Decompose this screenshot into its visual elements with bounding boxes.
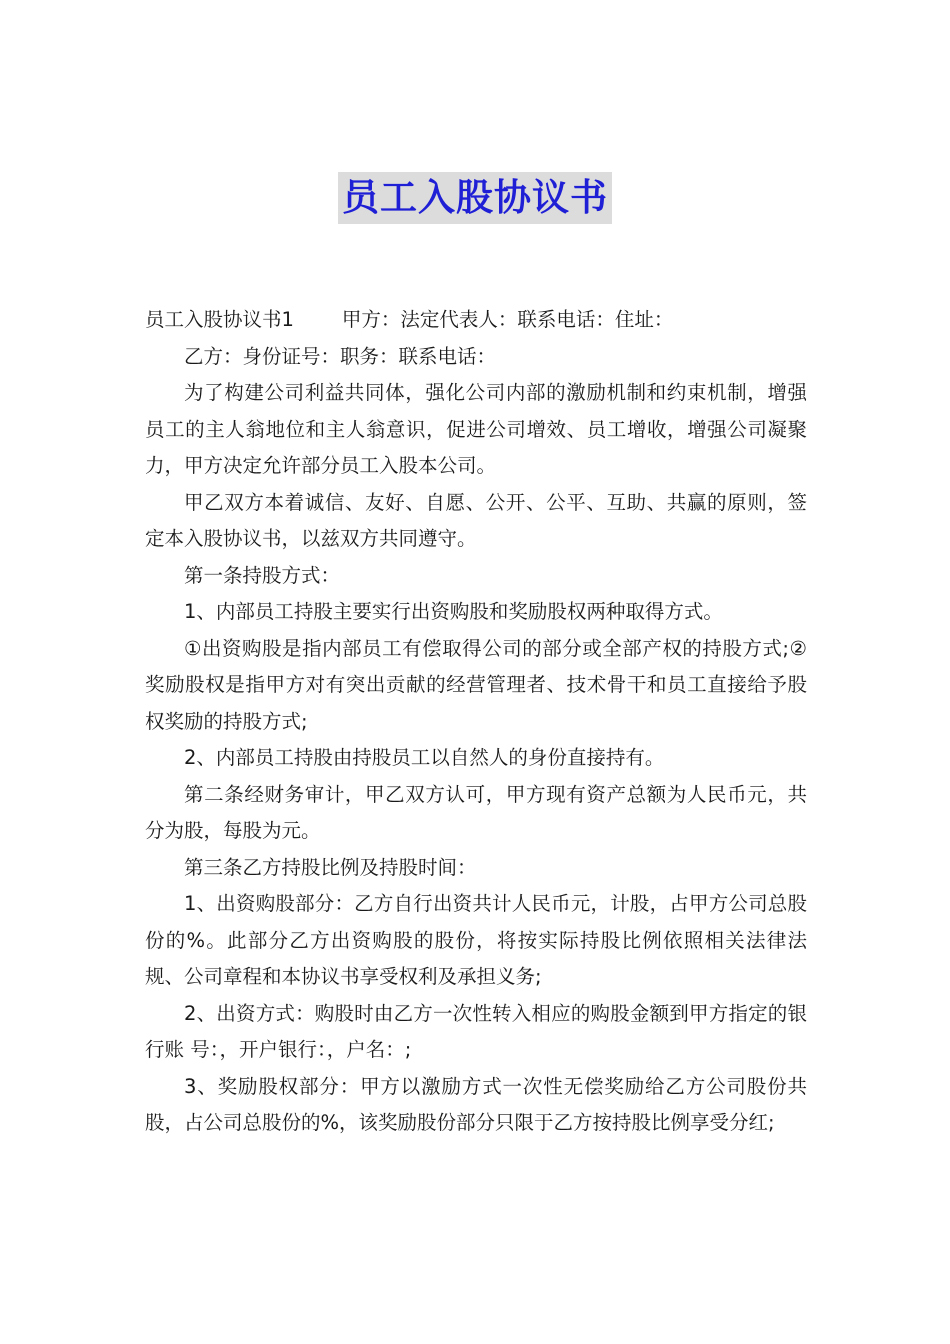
- title-wrap: [0, 172, 950, 224]
- article-1-item-2: 2、内部员工持股由持股员工以自然人的身份直接持有。: [184, 746, 665, 769]
- paragraph-party-b: 乙方：身份证号：职务：联系电话：: [184, 344, 497, 368]
- paragraph-purpose: 为了构建公司利益共同体，强化公司内部的激励机制和约束机制，增强员工的主人翁地位和主人翁意识，促进公司增效、员工增收，增强公司凝聚力，甲方决定允许部分员工入股本公司。: [145, 381, 807, 477]
- article-2: 第二条经财务审计，甲乙双方认可，甲方现有资产总额为人民币元，共分为股，每股为元。: [145, 782, 807, 842]
- article-1-item-1: 1、内部员工持股主要实行出资购股和奖励股权两种取得方式。: [184, 600, 723, 623]
- document-body: [145, 302, 807, 1142]
- article-3-heading: 第三条乙方持股比例及持股时间：: [184, 855, 477, 879]
- document-title: 员工入股协议书: [338, 172, 612, 224]
- party-a-line: 甲方：法定代表人：联系电话：住址：: [341, 308, 674, 331]
- intro-heading: 员工入股协议书1: [145, 308, 294, 331]
- paragraph-principle: 甲乙双方本着诚信、友好、自愿、公开、公平、互助、共赢的原则，签定本入股协议书，以兹双方共同遵守。: [145, 490, 807, 550]
- article-3-item-2: 2、出资方式：购股时由乙方一次性转入相应的购股金额到甲方指定的银行账 号：，开户银行：，户名：;: [145, 1001, 807, 1061]
- article-1-heading: 第一条持股方式：: [184, 563, 341, 587]
- article-1-item-1-detail: ①出资购股是指内部员工有偿取得公司的部分或全部产权的持股方式;② 奖励股权是指甲方对有突出贡献的经营管理者、技术骨干和员工直接给予股权奖励的持股方式;: [145, 636, 807, 733]
- intro-line: [145, 302, 807, 339]
- article-3-item-1: 1、出资购股部分：乙方自行出资共计人民币元，计股，占甲方公司总股份的%。此部分乙方出资购股的股份，将按实际持股比例依照相关法律法规、公司章程和本协议书享受权利及承担义务;: [145, 892, 807, 988]
- article-3-item-3: 3、奖励股权部分：甲方以激励方式一次性无偿奖励给乙方公司股份共股，占公司总股份的%，该奖励股份部分只限于乙方按持股比例享受分红;: [145, 1074, 807, 1134]
